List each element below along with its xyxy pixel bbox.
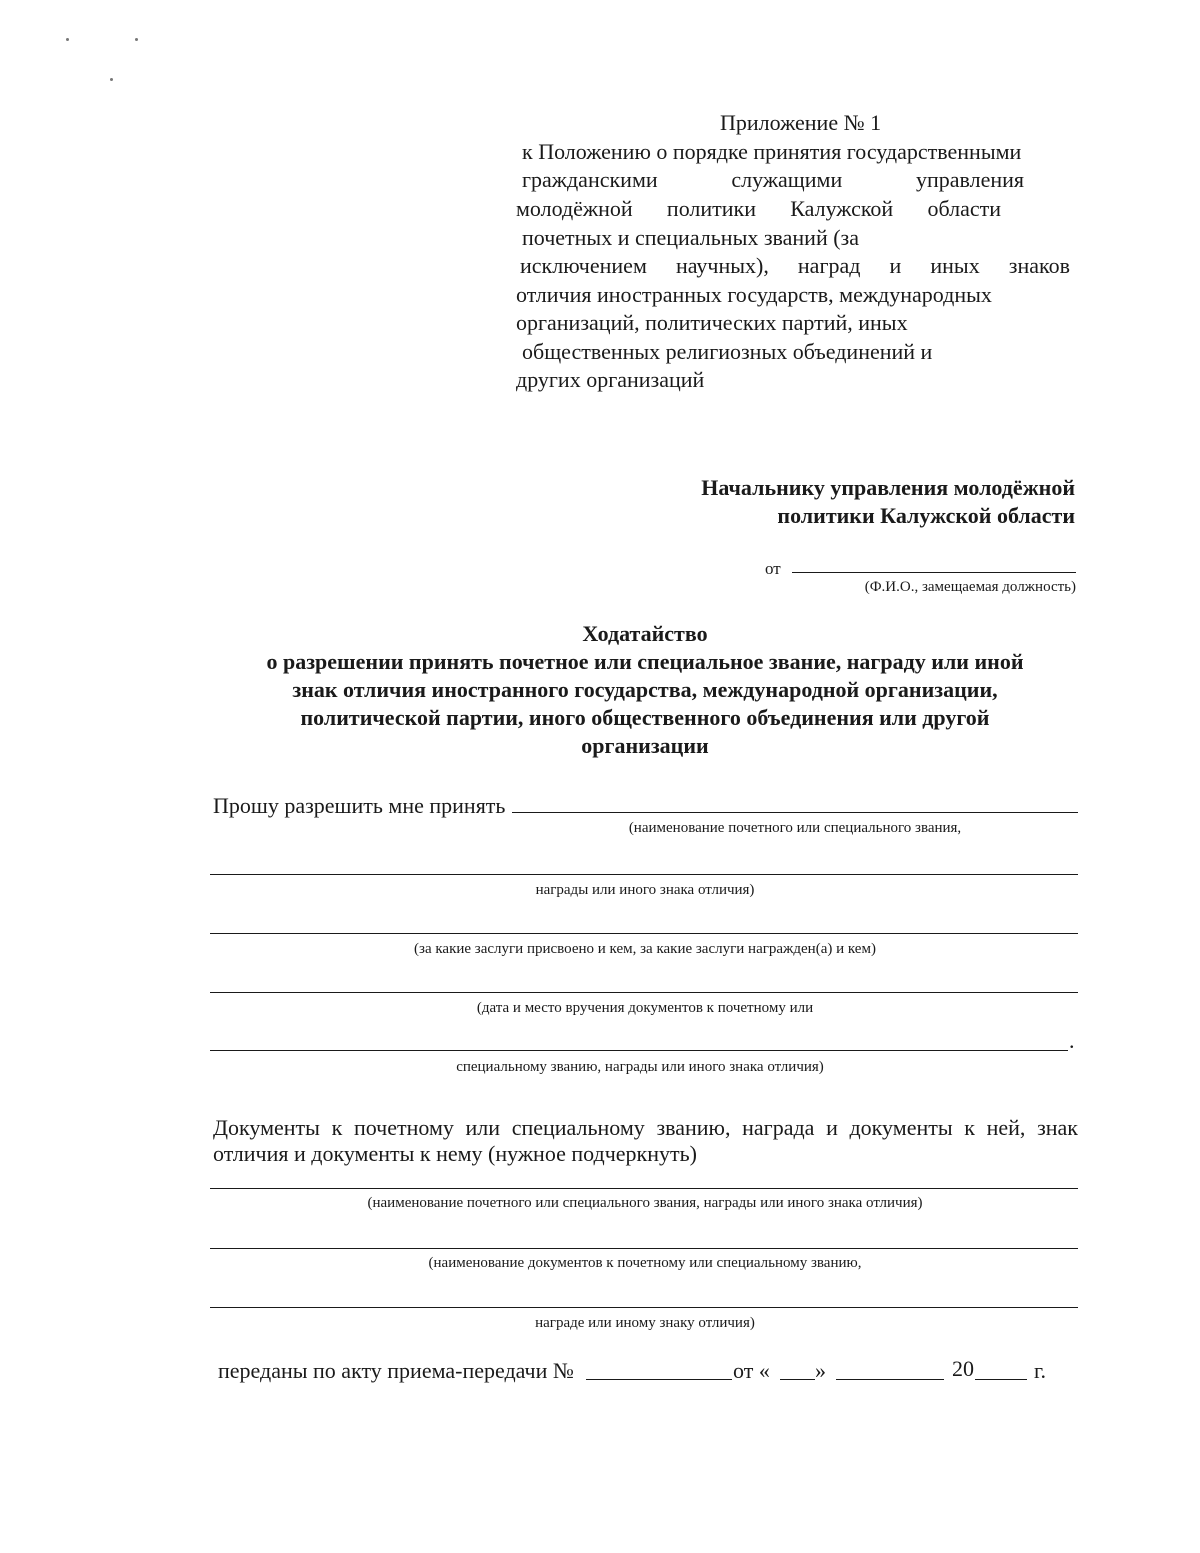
document-title: Ходатайство — [582, 621, 708, 646]
from-label: от — [765, 559, 781, 578]
documents-caption: награде или иному знаку отличия) — [535, 1315, 755, 1331]
request-caption: специальному званию, награды или иного знака отличия) — [456, 1059, 824, 1075]
request-caption: (дата и место вручения документов к почетному или — [476, 1000, 814, 1016]
transfer-label: переданы по акту приема-передачи № — [218, 1358, 574, 1383]
request-end-mark: . — [1069, 1028, 1075, 1053]
appendix-number: Приложение № 1 — [720, 110, 882, 135]
request-caption: (за какие заслуги присвоено и кем, за какие заслуги награжден(а) и кем) — [414, 941, 876, 957]
act-year-field[interactable] — [975, 1379, 1027, 1380]
request-caption: (наименование почетного или специального звания, — [628, 820, 962, 836]
transfer-quote-close: » — [815, 1358, 826, 1383]
transfer-year-suffix: г. — [1034, 1358, 1047, 1383]
documents-text-line: отличия и документы к нему (нужное подчеркнуть) — [213, 1141, 697, 1166]
appendix-line: общественных религиозных объединений и — [522, 339, 933, 364]
documents-text-line: Документы к почетному или специальному званию, награда и документы к ней, знак — [213, 1115, 1078, 1140]
scan-speck — [66, 38, 69, 41]
transfer-from-label: от « — [733, 1358, 770, 1383]
appendix-line: организаций, политических партий, иных — [516, 310, 908, 335]
documents-list-line-2[interactable] — [210, 1307, 1078, 1308]
title-line: знак отличия иностранного государства, международной организации, — [292, 677, 998, 702]
title-line: организации — [581, 733, 709, 758]
request-label: Прошу разрешить мне принять — [213, 793, 506, 818]
appendix-line: отличия иностранных государств, международных — [516, 282, 992, 307]
title-line: политической партии, иного общественного объединения или другой — [300, 705, 990, 730]
appendix-line: других организаций — [516, 367, 705, 392]
addressee-line: Начальнику управления молодёжной — [701, 475, 1075, 500]
documents-list-line[interactable] — [210, 1248, 1078, 1249]
award-name-line-2[interactable] — [210, 874, 1078, 875]
transfer-year-prefix: 20 — [952, 1356, 974, 1381]
request-caption: награды или иного знака отличия) — [535, 882, 755, 898]
documents-award-line[interactable] — [210, 1188, 1078, 1189]
appendix-line: почетных и специальных званий (за — [522, 225, 860, 250]
delivery-place-line[interactable] — [210, 1050, 1068, 1051]
documents-caption: (наименование документов к почетному или специальному званию, — [428, 1255, 862, 1271]
act-month-field[interactable] — [836, 1379, 944, 1380]
scan-speck — [110, 78, 113, 81]
award-name-line[interactable] — [512, 812, 1078, 813]
delivery-date-line[interactable] — [210, 992, 1078, 993]
appendix-line: исключением научных), наград и иных знаков — [520, 253, 1070, 278]
from-caption: (Ф.И.О., замещаемая должность) — [864, 579, 1076, 595]
title-line: о разрешении принять почетное или специальное звание, награду или иной — [266, 649, 1024, 674]
documents-caption: (наименование почетного или специального звания, награды или иного знака отличия) — [367, 1195, 923, 1211]
merits-line[interactable] — [210, 933, 1078, 934]
act-number-field[interactable] — [586, 1379, 732, 1380]
scan-speck — [135, 38, 138, 41]
appendix-line: к Положению о порядке принятия государственными — [522, 139, 1022, 164]
appendix-line: молодёжной политики Калужской области — [516, 196, 1001, 221]
from-field-line[interactable] — [792, 572, 1076, 573]
addressee-line: политики Калужской области — [777, 503, 1075, 528]
appendix-line: гражданскими служащими управления — [522, 167, 1024, 192]
act-day-field[interactable] — [780, 1379, 815, 1380]
